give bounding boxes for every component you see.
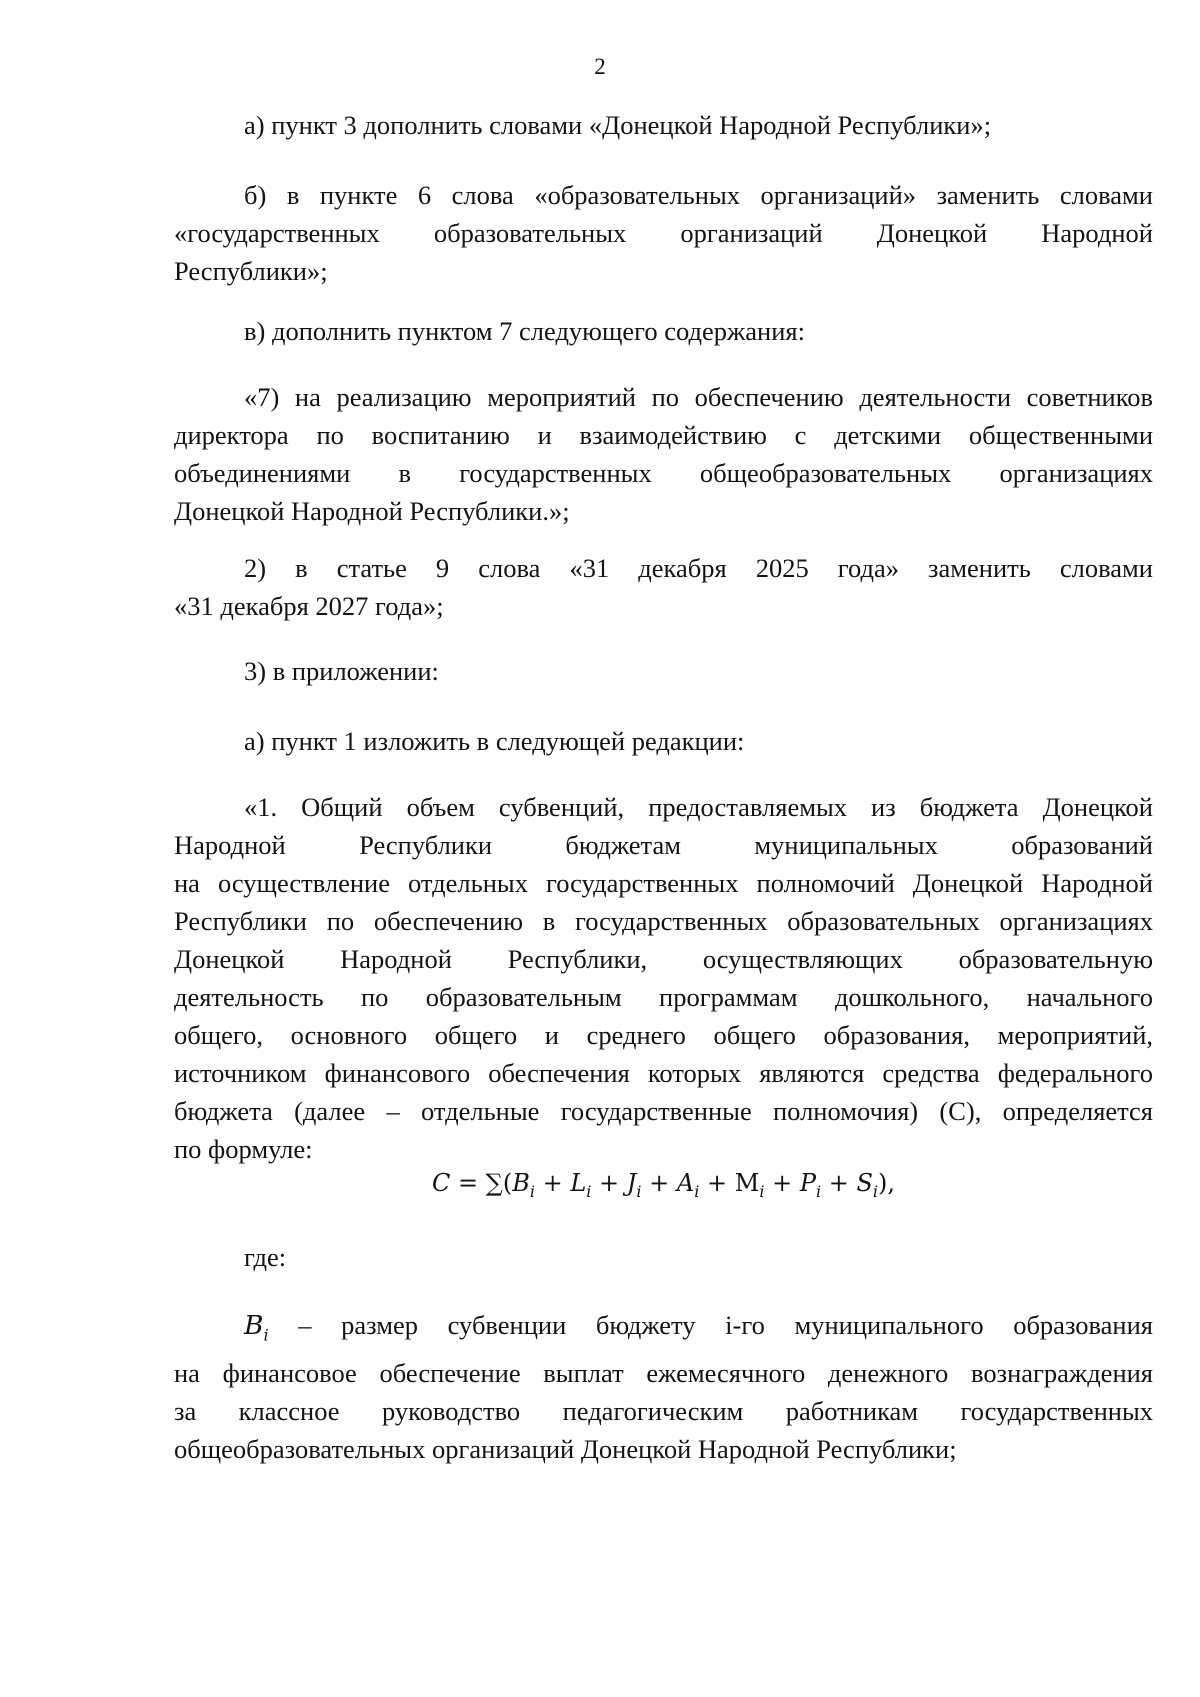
text-line: по формуле:: [174, 1134, 313, 1164]
paragraph-item-1-edit: а) пункт 1 изложить в следующей редакции:: [244, 726, 745, 756]
paragraph-appendix: 3) в приложении:: [244, 656, 439, 686]
formula-plus: +: [699, 1169, 735, 1197]
text-line: «31 декабря 2027 года»;: [174, 591, 444, 621]
formula-plus: +: [821, 1169, 857, 1197]
formula-plus: +: [591, 1169, 627, 1197]
text-line: «государственных образовательных организаций Донецкой Народной: [174, 218, 1153, 248]
formula-lhs: C: [431, 1169, 451, 1197]
text-line: за классное руководство педагогическим работникам государственных: [174, 1396, 1153, 1427]
paragraph-item-1-text: [174, 788, 1153, 1168]
text-line: «7) на реализацию мероприятий по обеспечению деятельности советников: [244, 382, 1153, 412]
formula-sum: = ∑(: [450, 1169, 513, 1197]
text-line: $B_i$ – размер субвенции бюджету i-го муниципального образования: [244, 1310, 1153, 1345]
paragraph-article-9: [174, 549, 1153, 625]
text-line: директора по воспитанию и взаимодействию с детскими общественными: [174, 420, 1153, 450]
text-line: источником финансового обеспечения которых являются средства федерального: [174, 1058, 1153, 1088]
formula-terms: [512, 1169, 879, 1201]
formula-term: $S_i$: [856, 1169, 879, 1201]
text-line: объединениями в государственных общеобразовательных организациях: [174, 458, 1153, 488]
page-number: 2: [594, 54, 606, 79]
text-line: «1. Общий объем субвенций, предоставляемых из бюджета Донецкой: [244, 792, 1153, 822]
formula-term: $P_i$: [799, 1169, 822, 1201]
text-line: на осуществление отдельных государственных полномочий Донецкой Народной: [174, 868, 1153, 898]
formula-plus: +: [641, 1169, 677, 1197]
text-line: Народной Республики бюджетам муниципальных образований: [174, 830, 1153, 860]
text-line: Республики по обеспечению в государственных образовательных организациях: [174, 906, 1153, 936]
text-line: Донецкой Народной Республики, осуществляющих образовательную: [174, 944, 1153, 974]
formula-close: ),: [878, 1169, 896, 1197]
formula-plus: +: [534, 1169, 571, 1197]
text-line: Республики»;: [174, 256, 328, 286]
formula-term: $L_i$: [570, 1169, 592, 1201]
paragraph-item-7: [174, 378, 1153, 530]
paragraph-where: где:: [244, 1242, 287, 1272]
formula-term: $M_i$: [734, 1169, 765, 1201]
formula: [174, 1164, 1153, 1211]
text-line: общеобразовательных организаций Донецкой Народной Республики;: [174, 1434, 957, 1465]
paragraph-amend-b: [174, 176, 1153, 290]
formula-term: $J_i$: [626, 1169, 642, 1201]
text-line: на финансовое обеспечение выплат ежемесячного денежного вознаграждения: [174, 1358, 1153, 1389]
text-line: 2) в статье 9 слова «31 декабря 2025 года» заменить словами: [244, 553, 1153, 583]
paragraph-amend-a: а) пункт 3 дополнить словами «Донецкой Народной Республики»;: [244, 110, 992, 140]
text-line: б) в пункте 6 слова «образовательных организаций» заменить словами: [244, 180, 1153, 210]
paragraph-amend-v: в) дополнить пунктом 7 следующего содержания:: [244, 316, 805, 346]
paragraph-variable-b: [174, 1306, 1153, 1468]
text-line: бюджета (далее – отдельные государственные полномочия) (С), определяется: [174, 1096, 1153, 1126]
text-line: Донецкой Народной Республики.»;: [174, 496, 570, 526]
text-line: деятельность по образовательным программам дошкольного, начального: [174, 982, 1153, 1012]
variable-b-symbol: $B_i$: [244, 1310, 269, 1345]
formula-term: $A_i$: [676, 1169, 700, 1201]
formula-term: $B_i$: [512, 1169, 535, 1201]
text-line: общего, основного общего и среднего общего образования, мероприятий,: [174, 1020, 1153, 1050]
formula-plus: +: [764, 1169, 800, 1197]
